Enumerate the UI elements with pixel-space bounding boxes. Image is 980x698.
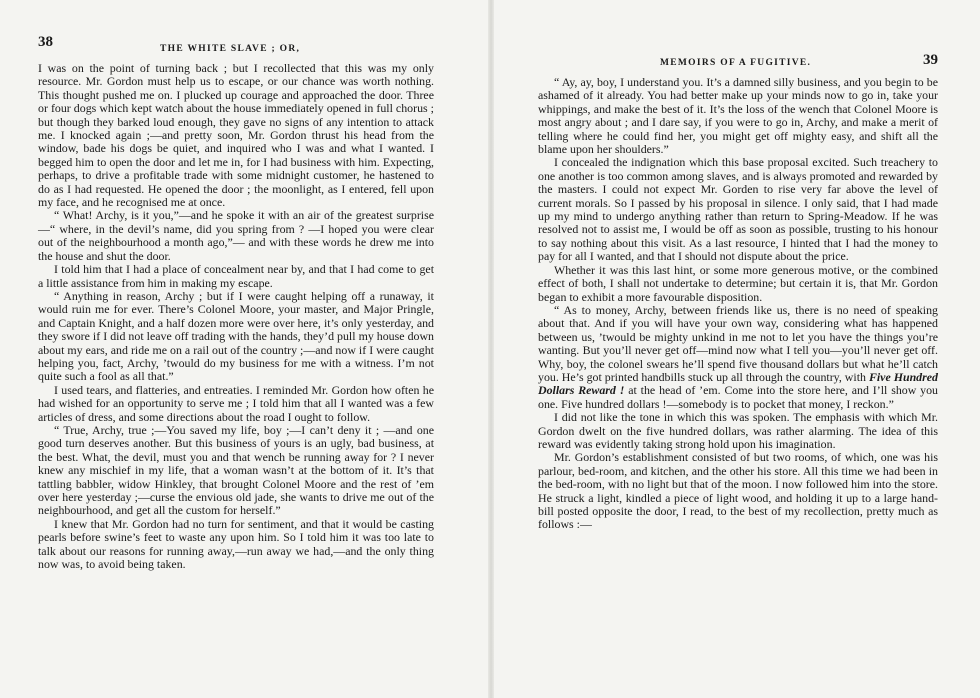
- right-page-header: [538, 34, 938, 76]
- paragraph: “ Ay, ay, boy, I understand you. It’s a damned silly business, and you begin to be ashamed of it already. You had better make up your minds now to go in, take your whippings, and make the best of it. It’s the loss of the wench that Colonel Moore is most angry about ; and I dare say, if you were to go in, Archy, and make a merit of telling where he could find her, you might get off mighty easy, and shift all the blame upon her shoulders.”: [538, 75, 938, 157]
- left-page-body: [38, 62, 434, 571]
- book-gutter: [488, 0, 494, 698]
- left-page-header: [38, 34, 434, 62]
- paragraph: [538, 304, 938, 411]
- paragraph: I used tears, and flatteries, and entreaties. I reminded Mr. Gordon how often he had wished for an opportunity to serve me ; I told him that all I wanted was a few articles of dress, and some directions about the road I ought to follow.: [38, 382, 434, 424]
- right-running-head: MEMOIRS OF A FUGITIVE.: [660, 58, 812, 68]
- paragraph: “ Anything in reason, Archy ; but if I were caught helping off a runaway, it would ruin me for ever. There’s Colonel Moore, your master, and Major Pringle, and Captain Knight, and a half dozen more were over here, it’s only yesterday, and they swore if I did not leave off trading with the hands, they’d pull my house down about my ears, and ride me on a rail out of the country ;—and now if I were caught helping you, fact, Archy, ’twould do my business for me with a witness. I’m not quite such a fool as all that.”: [38, 288, 434, 384]
- left-running-head: THE WHITE SLAVE ; OR,: [160, 44, 301, 54]
- paragraph: I was on the point of turning back ; but I recollected that this was my only resource. Mr. Gordon must help us to escape, or our chance was worth nothing. This thought pushed me on. I plucked up courage and approached the door. Three or four dogs which kept watch about the house immediately opened in full chorus ; but though they barked loud enough, they gave no signs of any intention to attack me. I knocked again ;—and pretty soon, Mr. Gordon thrust his head from the window, bade his dogs be quiet, and inquired who I was and what I wanted. I begged him to open the door and let me in, for I had business with him. Expecting, perhaps, to drive a profitable trade with some midnight customer, he hastened to do as I had requested. He opened the door ; the moonlight, as I entered, fell upon my face, and he recognised me at once.: [38, 61, 434, 210]
- left-page-number: 38: [38, 34, 53, 50]
- reward-emphasis: Five Hundred Dollars Reward !: [538, 369, 938, 398]
- paragraph: I told him that I had a place of concealment near by, and that I had come to get a little assistance from him in making my escape.: [38, 262, 434, 290]
- paragraph: “ What! Archy, is it you,”—and he spoke it with an air of the greatest surprise—“ where, in the devil’s name, did you spring from ? —I hoped you were clear out of the neighbourhood a month ago,”— and with these words he drew me into the house and shut the door.: [38, 208, 434, 263]
- right-page-number: 39: [923, 52, 938, 68]
- paragraph: I concealed the indignation which this base proposal excited. Such treachery to one another is too common among slaves, and is always promoted and rewarded by the masters. I could not expect Mr. Gorden to rise very far above the level of current morals. So I passed by his proposal in silence. I only said, that I had made up my mind to undergo anything rather than return to Spring-Meadow. If he was resolved not to assist me, I would be off as soon as possible, trusting to his honour to say nothing about this visit. As a last resource, I hinted that I had the money to pay for all I wanted, and that I should not dispute about the price.: [538, 155, 938, 264]
- right-page: [538, 34, 938, 532]
- paragraph: I knew that Mr. Gordon had no turn for sentiment, and that it would be casting pearls before swine’s feet to waste any upon him. So I told him it was too late to talk about our reasons for running away,—run away we had,—and the only thing now was, to avoid being taken.: [38, 516, 434, 572]
- paragraph: I did not like the tone in which this was spoken. The emphasis with which Mr. Gordon dwelt on the five hundred dollars, was rather alarming. The idea of this reward was evidently taking strong hold upon his imagination.: [538, 410, 938, 451]
- right-page-body: [538, 76, 938, 532]
- paragraph: Whether it was this last hint, or some more generous motive, or the combined effect of both, I shall not undertake to determine; but certain it is, that Mr. Gordon began to exhibit a more favourable disposition.: [538, 262, 938, 304]
- paragraph: Mr. Gordon’s establishment consisted of but two rooms, of which, one was his parlour, bed-room, and kitchen, and the other his store. All this time we had been in the bed-room, with no light but that of the moon. I now followed him into the store. He struck a light, kindled a piece of light wood, and holding it up to a large hand-bill posted opposite the door, I read, to the best of my recollection, pretty much as follows :—: [538, 450, 938, 532]
- paragraph: “ True, Archy, true ;—You saved my life, boy ;—I can’t deny it ; —and one good turn deserves another. But this business of yours is an ugly, bad business, at the best. What, the devil, must you and that wench be running away for ? I never knew any mischief in my life, that a woman wasn’t at the bottom of it. It’s that tattling babbler, widow Hinkley, that brought Colonel Moore and the rest of ’em over here yesterday ;—curse the envious old jade, she wants to drive me out of the neighbourhood, and get all the custom for herself.”: [38, 422, 434, 518]
- left-page: [38, 34, 434, 571]
- paragraph-text: “ As to money, Archy, between friends like us, there is no need of speaking about that. And if you will have your own way, considering what has happened between us, ’twould be mighty unkind in me not to let you have the things you’re wanting. But you’ll never get off—mind now what I tell you—you’ll never get off. Why, boy, the colonel swears he’ll spend five thousand dollars but what he’ll catch you. He’s got printed handbills stuck up all through the country, with: [538, 302, 938, 384]
- paragraph-text: at the head of ’em. Come into the store here, and I’ll show you one. Five hundred dollars !—somebody is to pocket that money, I reckon.”: [538, 383, 938, 411]
